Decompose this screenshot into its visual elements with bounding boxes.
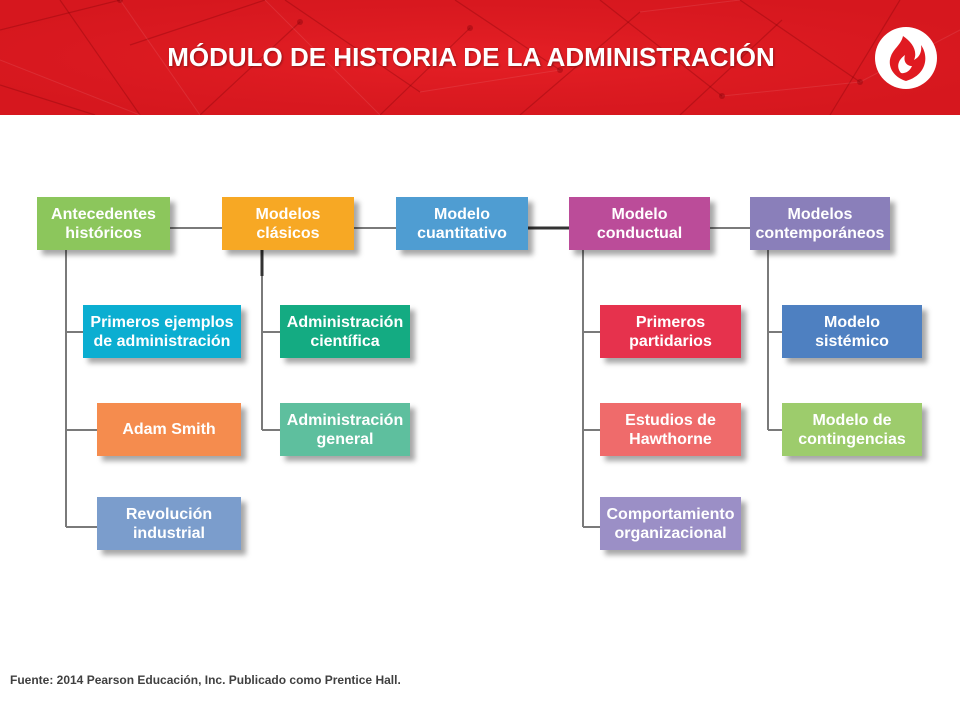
slide-title: MÓDULO DE HISTORIA DE LA ADMINISTRACIÓN [167, 42, 775, 72]
node-administracion-general: Administración general [280, 403, 410, 456]
node-modelo-cuantitativo: Modelo cuantitativo [396, 197, 528, 250]
node-comportamiento-organizacional: Comportamiento organizacional [600, 497, 741, 550]
node-adam-smith: Adam Smith [97, 403, 241, 456]
node-primeros-partidarios: Primeros partidarios [600, 305, 741, 358]
node-modelos-contemporaneos: Modelos contemporáneos [750, 197, 890, 250]
node-administracion-cientifica: Administración científica [280, 305, 410, 358]
node-revolucion-industrial: Revolución industrial [97, 497, 241, 550]
node-modelo-de-contingencias: Modelo de contingencias [782, 403, 922, 456]
node-modelo-sistemico: Modelo sistémico [782, 305, 922, 358]
node-modelos-clasicos: Modelos clásicos [222, 197, 354, 250]
source-note: Fuente: 2014 Pearson Educación, Inc. Publicado como Prentice Hall. [10, 673, 401, 687]
node-antecedentes-historicos: Antecedentes históricos [37, 197, 170, 250]
node-estudios-de-hawthorne: Estudios de Hawthorne [600, 403, 741, 456]
node-modelo-conductual: Modelo conductual [569, 197, 710, 250]
node-primeros-ejemplos-de-administracion: Primeros ejemplos de administración [83, 305, 241, 358]
